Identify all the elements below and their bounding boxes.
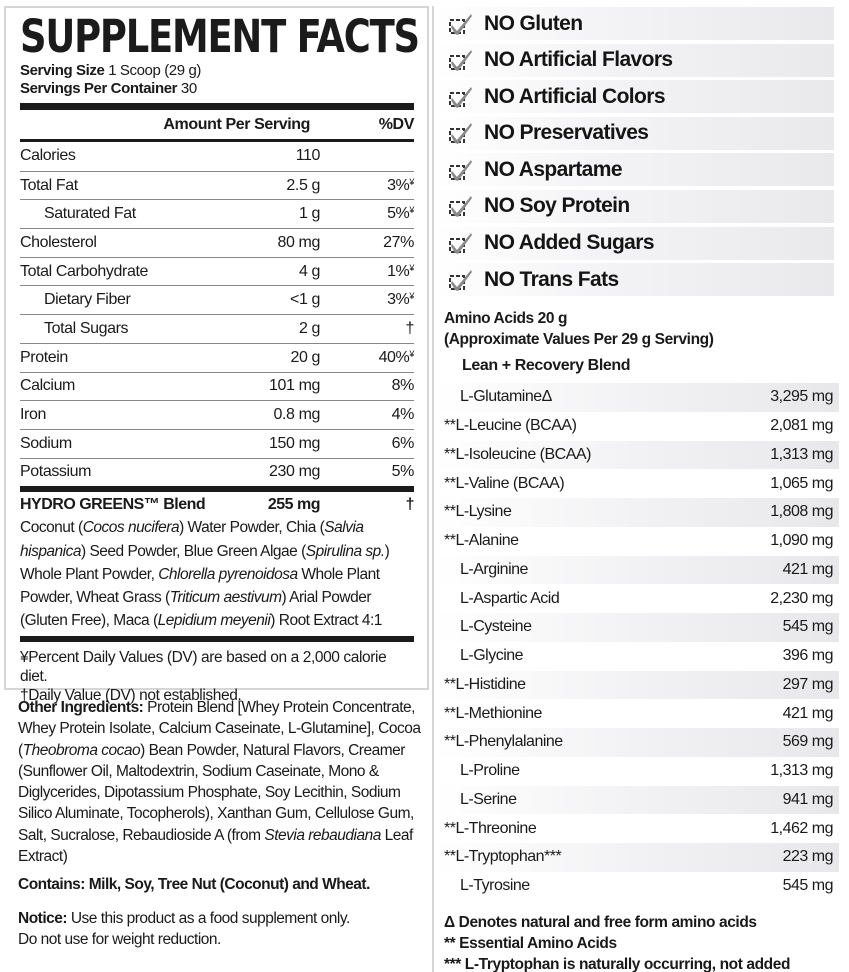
botanical-name: Lepidium meyenii [157,612,271,630]
amino-acid-name: L-Proline [460,762,520,780]
nutrient-name: Calories [20,147,76,165]
checkbox-checked-icon [448,121,474,145]
checkbox-checked-icon [448,48,474,72]
nutrient-row [20,228,414,257]
amino-acid-value: 1,462 mg [770,819,833,837]
blend-name: HYDRO GREENS™ Blend [20,496,206,514]
nutrient-table [20,142,414,486]
botanical-name: Cocos nucifera [82,519,180,537]
dv-value: 8% [391,377,414,395]
checkbox-checked-icon [448,158,474,182]
botanical-name: Salvia hispanica [20,519,364,560]
botanical-name: Triticum aestivum [169,589,282,607]
amino-acid-row [434,757,839,786]
amino-acid-name: **L-Alanine [444,532,519,550]
nutrient-row [20,257,414,286]
nutrient-amount: 4 g [298,262,320,280]
amino-acid-value: 396 mg [782,647,833,665]
nutrient-amount: 230 mg [269,463,320,481]
amino-acid-name: **L-Leucine (BCAA) [444,417,577,435]
checkbox-checked-icon [448,85,474,109]
amino-acid-value: 2,230 mg [770,589,833,607]
claim-item [434,227,834,260]
servings-label: Servings Per Container [20,80,178,97]
nutrient-name: Cholesterol [20,233,97,251]
amino-acid-name: L-GlutamineΔ [460,388,552,406]
nutrient-row [20,142,414,171]
dv-value: 3% [387,176,410,194]
dv-value: 4% [391,406,414,424]
nutrient-name: Total Fat [20,176,78,194]
amino-acid-name: **L-Phenylalanine [444,733,563,751]
amino-acid-row [434,383,839,412]
claim-item [434,263,834,296]
nutrient-amount: <1 g [290,291,320,309]
checkbox-checked-icon [448,12,474,36]
nutrient-dv [320,463,414,481]
botanical-name: Spirulina sp. [305,542,385,560]
nutrient-row [20,429,414,458]
other-ingredients-label: Other Ingredients: [18,699,144,716]
amino-acid-name: L-Aspartic Acid [460,589,560,607]
claim-item [434,117,834,150]
nutrient-name: Dietary Fiber [44,291,131,309]
amino-acid-value: 545 mg [782,877,833,895]
amino-footnote: ** Essential Amino Acids [444,935,617,952]
nutrient-amount: 2.5 g [286,176,320,194]
dv-mark: ¥ [409,348,414,359]
botanical-name: Stevia rebaudiana [264,826,381,844]
amino-acid-value: 3,295 mg [770,388,833,406]
ingredient-text: ) Root Extract 4:1 [270,612,382,630]
dv-value: 27% [383,233,414,251]
claim-item [434,7,834,40]
claim-item [434,44,834,77]
dv-value: 1% [387,262,410,280]
amino-acid-value: 223 mg [782,848,833,866]
nutrient-row [20,458,414,487]
nutrient-name: Sodium [20,434,72,452]
amino-acid-table [434,383,839,901]
nutrient-dv [320,349,414,367]
amino-footnote: *** L-Tryptophan is naturally occurring, not added [444,956,791,972]
divider-thick [20,486,414,492]
dv-mark: ¥ [409,262,414,273]
claim-item [434,153,834,186]
facts-footnotes [20,642,414,705]
nutrient-name: Iron [20,406,46,424]
dv-value: † [405,319,414,337]
nutrient-dv [320,320,414,338]
dv-value: 5% [391,463,414,481]
amino-acid-row [434,469,839,498]
amino-acid-row [434,872,839,901]
footnote-not-established: †Daily Value (DV) not established. [20,686,242,704]
blend-dv: † [405,496,414,514]
nutrient-name: Saturated Fat [44,205,136,223]
amino-acid-row [434,642,839,671]
header-dv: %DV [378,115,414,133]
serving-size [20,62,414,80]
amino-acid-value: 569 mg [782,733,833,751]
amino-acid-row [434,527,839,556]
nutrient-amount: 101 mg [269,377,320,395]
nutrient-name: Total Carbohydrate [20,262,148,280]
nutrient-dv [320,234,414,252]
ingredient-text: ) Arial Powder (Gluten Free), Maca ( [20,589,372,630]
nutrient-amount: 0.8 mg [273,406,320,424]
nutrient-row [20,372,414,401]
nutrient-row [20,343,414,372]
amino-acid-value: 421 mg [782,560,833,578]
botanical-name: Theobroma cocao [22,741,141,759]
amino-acid-row [434,814,839,843]
nutrient-row [20,314,414,343]
nutrient-amount: 150 mg [269,434,320,452]
notice-line2: Do not use for weight reduction. [18,931,221,948]
botanical-name: Chlorella pyrenoidosa [158,565,298,583]
amino-acid-row [434,412,839,441]
claim-text: NO Preservatives [484,121,649,145]
amino-acid-row [434,728,839,757]
amino-acid-name: L-Arginine [460,560,528,578]
facts-header-row [20,110,414,139]
nutrient-dv [320,377,414,395]
servings-per-container [20,80,414,98]
amino-acid-value: 1,090 mg [770,532,833,550]
nutrient-dv [320,205,414,223]
amino-acid-row [434,498,839,527]
amino-acid-name: L-Glycine [460,647,524,665]
amino-acid-value: 421 mg [782,704,833,722]
nutrient-amount: 110 [295,147,320,165]
supplement-facts-panel [4,6,429,704]
ingredient-text: Leaf Extract) [18,826,413,866]
amino-acid-name: **L-Methionine [444,704,542,722]
nutrient-amount: 2 g [298,319,320,337]
amino-acid-row [434,556,839,585]
amino-acid-row [434,671,839,700]
ingredient-text: Whole Plant Powder, Wheat Grass ( [20,565,380,607]
claim-text: NO Aspartame [484,157,622,181]
amino-blend-name: Lean + Recovery Blend [462,357,631,374]
ingredient-text: ) Water Powder, Chia ( [179,519,325,537]
ingredient-text: ) Bean Powder, Natural Flavors, Creamer (Sunflower Oil, Maltodextrin, Sodium Caseinate, Mono & Diglycerides, Dipotassium Phosphate, Soy Lecithin, Sodium Silico Aluminate, Tocopherols), Xanthan Gum, Cellulose Gum, Salt, Sucralose, Rebaudioside A (from [18,741,414,844]
divider-thick [20,103,414,110]
nutrient-name: Total Sugars [44,319,129,337]
nutrient-amount: 1 g [298,205,320,223]
claim-item [434,80,834,113]
dv-value: 40% [378,348,410,366]
dv-mark: ¥ [409,291,414,302]
nutrient-amount: 80 mg [277,233,320,251]
dv-value: 6% [391,434,414,452]
nutrient-row [20,171,414,200]
claim-text: NO Added Sugars [484,231,654,255]
nutrient-dv [320,406,414,424]
claim-text: NO Gluten [484,11,583,35]
servings-value: 30 [180,80,197,97]
checkbox-checked-icon [448,268,474,292]
ingredient-text: Coconut ( [20,519,83,537]
blend-header [20,494,414,516]
ingredient-text: Protein Blend [Whey Protein Concentrate, Whey Protein Isolate, Calcium Caseinate, L-Glutamine], Cocoa ( [18,699,421,759]
nutrient-row [20,400,414,429]
checkbox-checked-icon [448,231,474,255]
amino-acid-row [434,441,839,470]
amino-heading [444,308,713,350]
amino-acid-value: 1,065 mg [770,474,833,492]
amino-acid-name: L-Serine [460,790,517,808]
claim-text: NO Soy Protein [484,194,630,218]
notice-line1: Use this product as a food supplement only. [67,910,350,927]
serving-size-label: Serving Size [20,62,105,79]
free-from-claims [434,7,834,300]
amino-acid-name: **L-Valine (BCAA) [444,474,565,492]
amino-subtitle: (Approximate Values Per 29 g Serving) [444,331,714,348]
amino-acid-value: 297 mg [782,675,833,693]
amino-acid-name: **L-Tryptophan*** [444,848,562,866]
ingredient-text: ) Whole Plant Powder, [20,542,390,583]
right-column [432,6,849,972]
amino-acid-name: L-Cysteine [460,618,532,636]
nutrient-name: Calcium [20,377,75,395]
nutrient-row [20,285,414,314]
claim-item [434,190,834,223]
claim-text: NO Artificial Colors [484,84,665,108]
claim-text: NO Artificial Flavors [484,48,673,72]
amino-acid-name: **L-Isoleucine (BCAA) [444,445,591,463]
amino-acid-row [434,699,839,728]
nutrient-name: Potassium [20,463,92,481]
amino-footnote: Δ Denotes natural and free form amino acids [444,914,757,931]
amino-acid-value: 1,808 mg [770,503,833,521]
nutrient-dv [320,263,414,281]
dv-value: 3% [387,291,410,309]
dv-mark: ¥ [409,205,414,216]
checkbox-checked-icon [448,194,474,218]
footnote-dv: ¥Percent Daily Values (DV) are based on a 2,000 calorie diet. [20,648,387,685]
amino-acid-value: 1,313 mg [770,445,833,463]
amino-acid-value: 2,081 mg [770,417,833,435]
nutrient-amount: 20 g [290,348,320,366]
other-ingredients [18,697,428,867]
blend-ingredients [20,516,414,635]
amino-acid-name: **L-Lysine [444,503,512,521]
dv-mark: ¥ [409,176,414,187]
amino-acid-name: **L-Histidine [444,675,526,693]
amino-footnotes [444,912,790,972]
notice-label: Notice: [18,910,68,927]
nutrient-row [20,199,414,228]
notice [18,908,350,950]
amino-acid-value: 941 mg [782,790,833,808]
amino-acid-row [434,786,839,815]
nutrient-dv [320,177,414,195]
dv-value: 5% [387,205,410,223]
serving-size-value: 1 Scoop (29 g) [108,62,201,79]
ingredient-text: ) Seed Powder, Blue Green Algae ( [81,542,306,560]
header-amount: Amount Per Serving [163,115,310,133]
amino-acid-value: 545 mg [782,618,833,636]
amino-acid-row [434,584,839,613]
nutrient-dv [320,291,414,309]
amino-acid-name: **L-Threonine [444,819,537,837]
amino-acid-row [434,613,839,642]
facts-title: SUPPLEMENT FACTS [20,10,419,63]
nutrient-name: Protein [20,348,68,366]
amino-acid-row [434,843,839,872]
blend-amount: 255 mg [267,496,320,514]
amino-title: Amino Acids 20 g [444,310,568,327]
nutrient-dv [320,435,414,453]
amino-acid-name: L-Tyrosine [460,877,530,895]
allergen-contains: Contains: Milk, Soy, Tree Nut (Coconut) and Wheat. [18,876,370,893]
claim-text: NO Trans Fats [484,267,619,291]
amino-acid-value: 1,313 mg [770,762,833,780]
